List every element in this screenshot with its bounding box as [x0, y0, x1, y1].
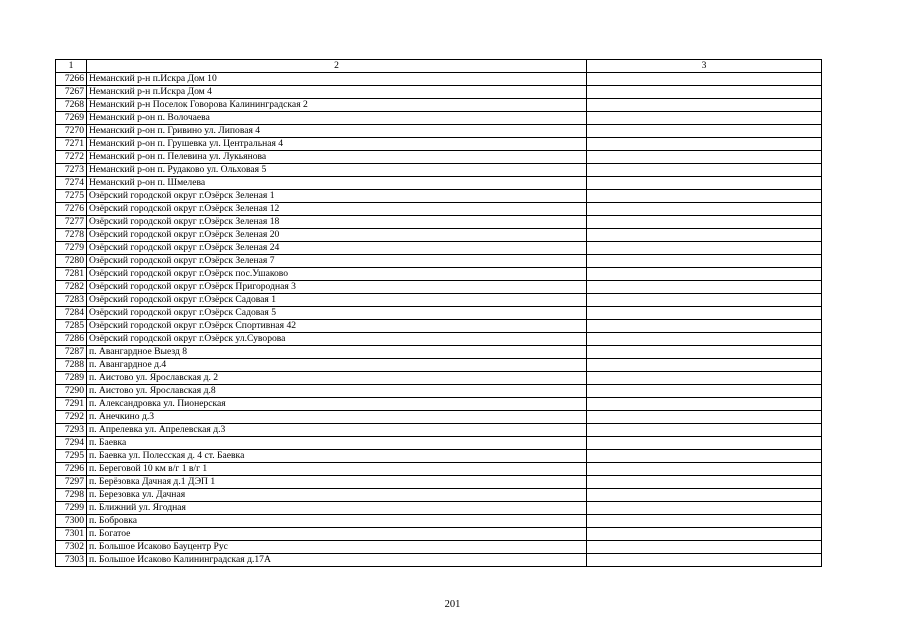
address-name: Неманский р-н п.Искра Дом 10 [87, 73, 587, 86]
address-name: п. Александровка ул. Пионерская [87, 398, 587, 411]
column-3-cell [587, 203, 822, 216]
row-number: 7266 [56, 73, 87, 86]
table-row [56, 138, 822, 151]
row-number: 7296 [56, 463, 87, 476]
page-number: 201 [444, 599, 461, 610]
table-row [56, 476, 822, 489]
column-3-cell [587, 515, 822, 528]
column-3-cell [587, 385, 822, 398]
row-number: 7284 [56, 307, 87, 320]
column-header-3: 3 [587, 60, 822, 73]
table-row [56, 528, 822, 541]
row-number: 7298 [56, 489, 87, 502]
row-number: 7300 [56, 515, 87, 528]
column-header-1: 1 [56, 60, 87, 73]
row-number: 7270 [56, 125, 87, 138]
address-name: Неманский р-он п. Гривино ул. Липовая 4 [87, 125, 587, 138]
row-number: 7287 [56, 346, 87, 359]
row-number: 7285 [56, 320, 87, 333]
row-number: 7281 [56, 268, 87, 281]
row-number: 7272 [56, 151, 87, 164]
column-3-cell [587, 476, 822, 489]
row-number: 7279 [56, 242, 87, 255]
column-3-cell [587, 554, 822, 567]
column-3-cell [587, 216, 822, 229]
table-row [56, 307, 822, 320]
column-3-cell [587, 177, 822, 190]
column-3-cell [587, 502, 822, 515]
address-name: Озёрский городской округ г.Озёрск Пригородная 3 [87, 281, 587, 294]
address-name: п. Апрелевка ул. Апрелевская д.3 [87, 424, 587, 437]
column-3-cell [587, 450, 822, 463]
address-name: Неманский р-он п. Шмелева [87, 177, 587, 190]
address-name: п. Большое Исаково Бауцентр Рус [87, 541, 587, 554]
row-number: 7277 [56, 216, 87, 229]
column-header-2: 2 [87, 60, 587, 73]
table-row [56, 73, 822, 86]
row-number: 7295 [56, 450, 87, 463]
table-row [56, 203, 822, 216]
address-name: Неманский р-он п. Волочаева [87, 112, 587, 125]
row-number: 7271 [56, 138, 87, 151]
table-row [56, 320, 822, 333]
address-name: п. Анечкино д.3 [87, 411, 587, 424]
table-row [56, 99, 822, 112]
address-name: Неманский р-он п. Грушевка ул. Центральная 4 [87, 138, 587, 151]
table-row [56, 125, 822, 138]
address-name: п. Богатое [87, 528, 587, 541]
row-number: 7299 [56, 502, 87, 515]
column-3-cell [587, 541, 822, 554]
table-row [56, 112, 822, 125]
column-3-cell [587, 125, 822, 138]
column-3-cell [587, 424, 822, 437]
address-name: п. Авангардное д.4 [87, 359, 587, 372]
column-3-cell [587, 73, 822, 86]
table-row [56, 359, 822, 372]
row-number: 7280 [56, 255, 87, 268]
table-row [56, 216, 822, 229]
row-number: 7276 [56, 203, 87, 216]
column-3-cell [587, 528, 822, 541]
row-number: 7297 [56, 476, 87, 489]
column-3-cell [587, 138, 822, 151]
row-number: 7267 [56, 86, 87, 99]
row-number: 7269 [56, 112, 87, 125]
address-name: Озёрский городской округ г.Озёрск Спортивная 42 [87, 320, 587, 333]
address-name: п. Береговой 10 км в/г 1 в/г 1 [87, 463, 587, 476]
column-3-cell [587, 463, 822, 476]
column-3-cell [587, 242, 822, 255]
table-row [56, 164, 822, 177]
address-name: п. Березовка ул. Дачная [87, 489, 587, 502]
row-number: 7292 [56, 411, 87, 424]
header-row [56, 60, 822, 73]
row-number: 7301 [56, 528, 87, 541]
row-number: 7290 [56, 385, 87, 398]
table-row [56, 333, 822, 346]
row-number: 7282 [56, 281, 87, 294]
table-row [56, 515, 822, 528]
address-name: Озёрский городской округ г.Озёрск Зеленая 12 [87, 203, 587, 216]
column-3-cell [587, 268, 822, 281]
table-row [56, 437, 822, 450]
column-3-cell [587, 489, 822, 502]
address-name: Озёрский городской округ г.Озёрск Зеленая 7 [87, 255, 587, 268]
column-3-cell [587, 333, 822, 346]
table-row [56, 281, 822, 294]
address-name: п. Большое Исаково Калининградская д.17А [87, 554, 587, 567]
row-number: 7278 [56, 229, 87, 242]
address-name: Озёрский городской округ г.Озёрск пос.Ушаково [87, 268, 587, 281]
column-3-cell [587, 346, 822, 359]
address-name: Неманский р-он п. Рудаково ул. Ольховая 5 [87, 164, 587, 177]
address-name: п. Баевка [87, 437, 587, 450]
table-row [56, 190, 822, 203]
column-3-cell [587, 372, 822, 385]
column-3-cell [587, 411, 822, 424]
table-body [56, 73, 822, 567]
address-name: п. Аистово ул. Ярославская д.8 [87, 385, 587, 398]
address-name: п. Ближний ул. Ягодная [87, 502, 587, 515]
column-3-cell [587, 164, 822, 177]
column-3-cell [587, 437, 822, 450]
row-number: 7293 [56, 424, 87, 437]
address-name: Озёрский городской округ г.Озёрск Зеленая 20 [87, 229, 587, 242]
table-row [56, 177, 822, 190]
table-row [56, 385, 822, 398]
column-3-cell [587, 86, 822, 99]
address-name: Озёрский городской округ г.Озёрск Садовая 5 [87, 307, 587, 320]
table-row [56, 398, 822, 411]
table-row [56, 86, 822, 99]
table-row [56, 268, 822, 281]
row-number: 7294 [56, 437, 87, 450]
table-row [56, 554, 822, 567]
table-row [56, 151, 822, 164]
column-3-cell [587, 294, 822, 307]
row-number: 7302 [56, 541, 87, 554]
column-3-cell [587, 229, 822, 242]
address-name: п. Баевка ул. Полесская д. 4 ст. Баевка [87, 450, 587, 463]
column-3-cell [587, 255, 822, 268]
table-row [56, 242, 822, 255]
column-3-cell [587, 307, 822, 320]
column-3-cell [587, 112, 822, 125]
table-row [56, 411, 822, 424]
column-3-cell [587, 151, 822, 164]
address-name: Неманский р-н п.Искра Дом 4 [87, 86, 587, 99]
address-name: п. Берёзовка Дачная д.1 ДЭП 1 [87, 476, 587, 489]
row-number: 7291 [56, 398, 87, 411]
row-number: 7275 [56, 190, 87, 203]
row-number: 7273 [56, 164, 87, 177]
column-3-cell [587, 281, 822, 294]
table-row [56, 229, 822, 242]
address-name: Озёрский городской округ г.Озёрск Садовая 1 [87, 294, 587, 307]
address-name: Неманский р-он п. Пелевина ул. Лукьянова [87, 151, 587, 164]
table-row [56, 489, 822, 502]
address-name: п. Аистово ул. Ярославская д. 2 [87, 372, 587, 385]
address-name: п. Бобровка [87, 515, 587, 528]
table-row [56, 255, 822, 268]
table-row [56, 424, 822, 437]
row-number: 7289 [56, 372, 87, 385]
column-3-cell [587, 359, 822, 372]
address-name: Озёрский городской округ г.Озёрск Зеленая 24 [87, 242, 587, 255]
row-number: 7303 [56, 554, 87, 567]
row-number: 7268 [56, 99, 87, 112]
table-row [56, 372, 822, 385]
address-table [55, 59, 822, 567]
table-row [56, 450, 822, 463]
address-name: Озёрский городской округ г.Озёрск ул.Суворова [87, 333, 587, 346]
row-number: 7283 [56, 294, 87, 307]
table-row [56, 541, 822, 554]
address-name: Озёрский городской округ г.Озёрск Зеленая 1 [87, 190, 587, 203]
address-name: Неманский р-н Поселок Говорова Калининградская 2 [87, 99, 587, 112]
column-3-cell [587, 320, 822, 333]
row-number: 7286 [56, 333, 87, 346]
column-3-cell [587, 99, 822, 112]
address-name: п. Авангардное Выезд 8 [87, 346, 587, 359]
table-row [56, 346, 822, 359]
table-row [56, 502, 822, 515]
row-number: 7288 [56, 359, 87, 372]
address-name: Озёрский городской округ г.Озёрск Зеленая 18 [87, 216, 587, 229]
row-number: 7274 [56, 177, 87, 190]
table-row [56, 463, 822, 476]
column-3-cell [587, 398, 822, 411]
table-row [56, 294, 822, 307]
column-3-cell [587, 190, 822, 203]
